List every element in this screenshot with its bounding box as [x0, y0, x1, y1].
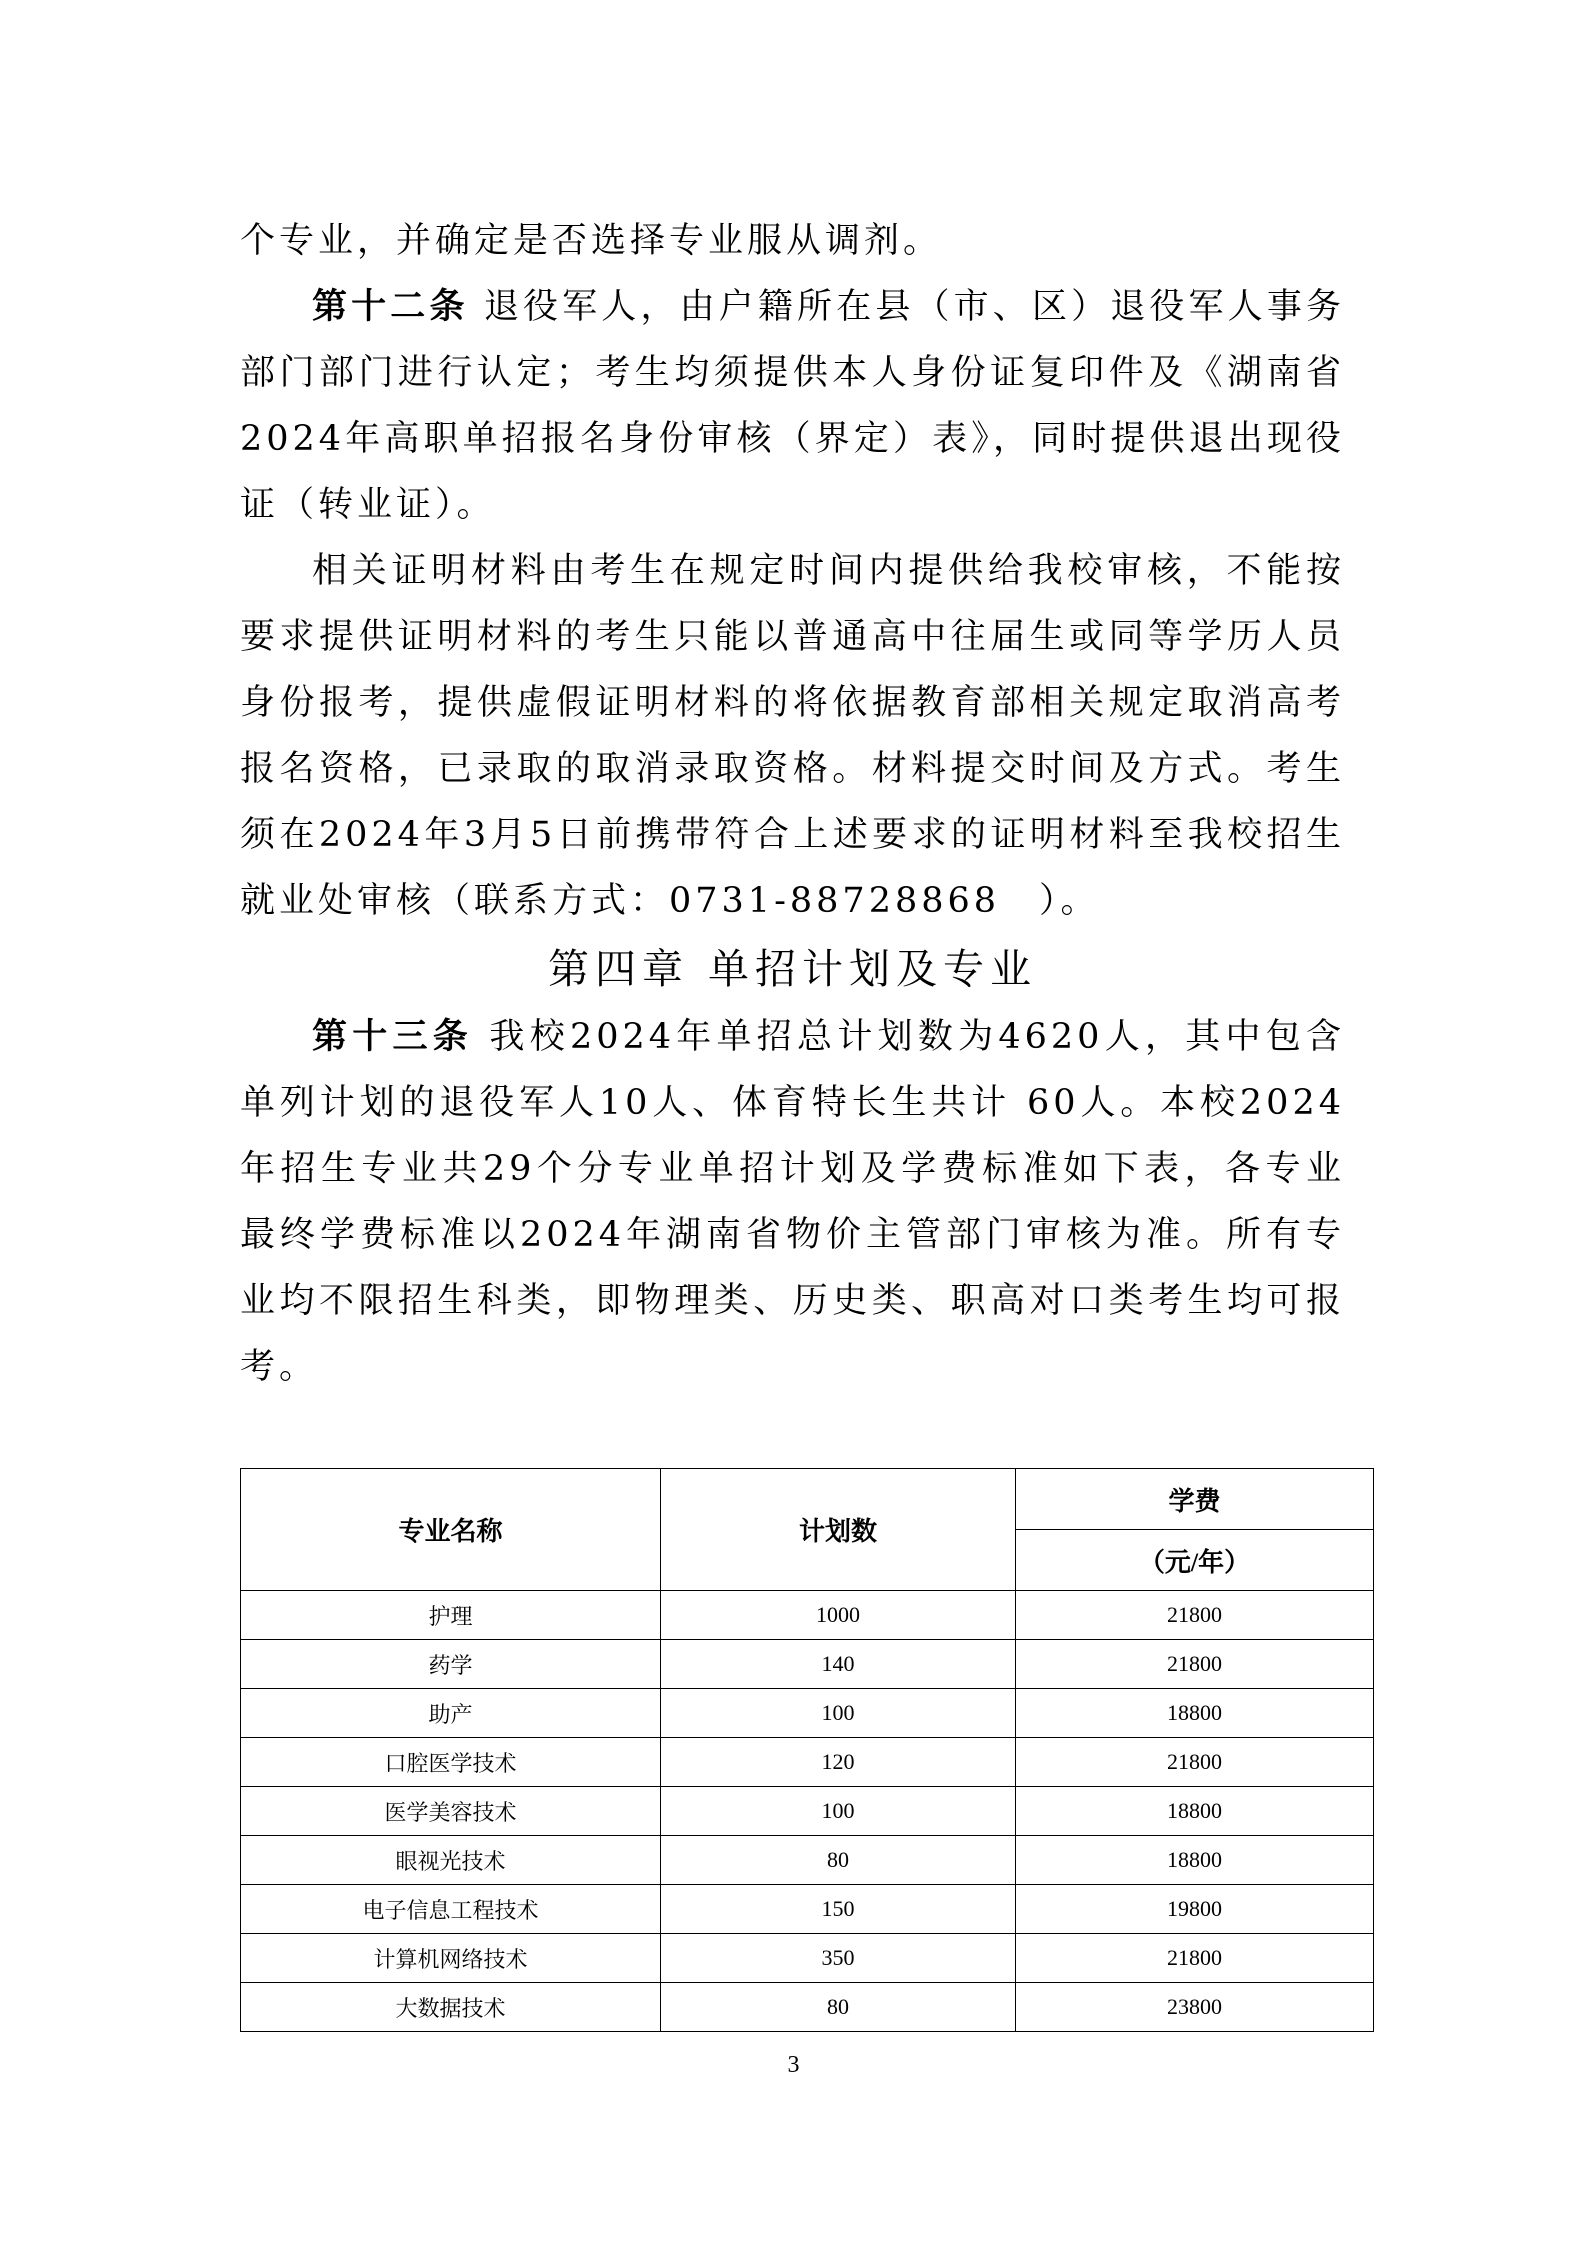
table-body: [241, 1591, 1374, 2032]
cell-major: 电子信息工程技术: [241, 1885, 661, 1934]
cell-major: 护理: [241, 1591, 661, 1640]
table-row: [241, 1983, 1374, 2032]
enrollment-plan-table: [240, 1468, 1374, 2032]
cell-major: 药学: [241, 1640, 661, 1689]
table-row: [241, 1934, 1374, 1983]
cell-major: 助产: [241, 1689, 661, 1738]
cell-plan: 80: [661, 1836, 1016, 1885]
header-plan-count: 计划数: [661, 1469, 1016, 1591]
paragraph-materials: 相关证明材料由考生在规定时间内提供给我校审核，不能按要求提供证明材料的考生只能以普通高中往届生或同等学历人员身份报考，提供虚假证明材料的将依据教育部相关规定取消高考报名资格，已录取的取消录取资格。材料提交时间及方式。考生须在2024年3月5日前携带符合上述要求的证明材料至我校招生就业处审核（联系方式：0731-88728868 ）。: [240, 551, 1345, 921]
table-row: [241, 1787, 1374, 1836]
cell-plan: 100: [661, 1787, 1016, 1836]
cell-fee: 18800: [1016, 1689, 1374, 1738]
page-number: 3: [787, 2052, 800, 2078]
cell-fee: 21800: [1016, 1591, 1374, 1640]
header-tuition: 学费: [1016, 1469, 1374, 1530]
cell-plan: 350: [661, 1934, 1016, 1983]
cell-fee: 23800: [1016, 1983, 1374, 2032]
cell-plan: 150: [661, 1885, 1016, 1934]
cell-fee: 21800: [1016, 1640, 1374, 1689]
article-13-label: 第十三条: [312, 1016, 474, 1057]
table-row: [241, 1836, 1374, 1885]
table-row: [241, 1689, 1374, 1738]
cell-plan: 100: [661, 1689, 1016, 1738]
cell-plan: 1000: [661, 1591, 1016, 1640]
table-row: [241, 1738, 1374, 1787]
cell-plan: 140: [661, 1640, 1016, 1689]
table-row: [241, 1640, 1374, 1689]
cell-plan: 120: [661, 1738, 1016, 1787]
body-text: [240, 208, 1345, 1400]
cell-fee: 18800: [1016, 1836, 1374, 1885]
cell-major: 医学美容技术: [241, 1787, 661, 1836]
cell-major: 眼视光技术: [241, 1836, 661, 1885]
table-row: [241, 1885, 1374, 1934]
article-12-label: 第十二条: [312, 286, 469, 327]
cell-major: 计算机网络技术: [241, 1934, 661, 1983]
cell-fee: 18800: [1016, 1787, 1374, 1836]
cell-fee: 21800: [1016, 1934, 1374, 1983]
article-13-text: 我校2024年单招总计划数为4620人，其中包含单列计划的退役军人10人、体育特长生共计 60人。本校2024年招生专业共29个分专业单招计划及学费标准如下表，各专业最终学费标准以2024年湖南省物价主管部门审核为准。所有专业均不限招生科类，即物理类、历史类、职高对口类考生均可报考。: [240, 1017, 1345, 1387]
header-major-name: 专业名称: [241, 1469, 661, 1591]
chapter-heading: 第四章 单招计划及专业: [547, 945, 1038, 993]
cell-plan: 80: [661, 1983, 1016, 2032]
paragraph-continuation: 个专业，并确定是否选择专业服从调剂。: [240, 221, 943, 261]
cell-fee: 19800: [1016, 1885, 1374, 1934]
article-13: [240, 1004, 1345, 1400]
article-12-text: 退役军人，由户籍所在县（市、区）退役军人事务部门部门进行认定；考生均须提供本人身份证复印件及《湖南省2024年高职单招报名身份审核（界定）表》，同时提供退出现役证（转业证）。: [240, 287, 1345, 525]
header-tuition-unit: （元/年）: [1016, 1530, 1374, 1591]
cell-major: 口腔医学技术: [241, 1738, 661, 1787]
article-12: [240, 274, 1345, 538]
cell-fee: 21800: [1016, 1738, 1374, 1787]
cell-major: 大数据技术: [241, 1983, 661, 2032]
table-row: [241, 1591, 1374, 1640]
